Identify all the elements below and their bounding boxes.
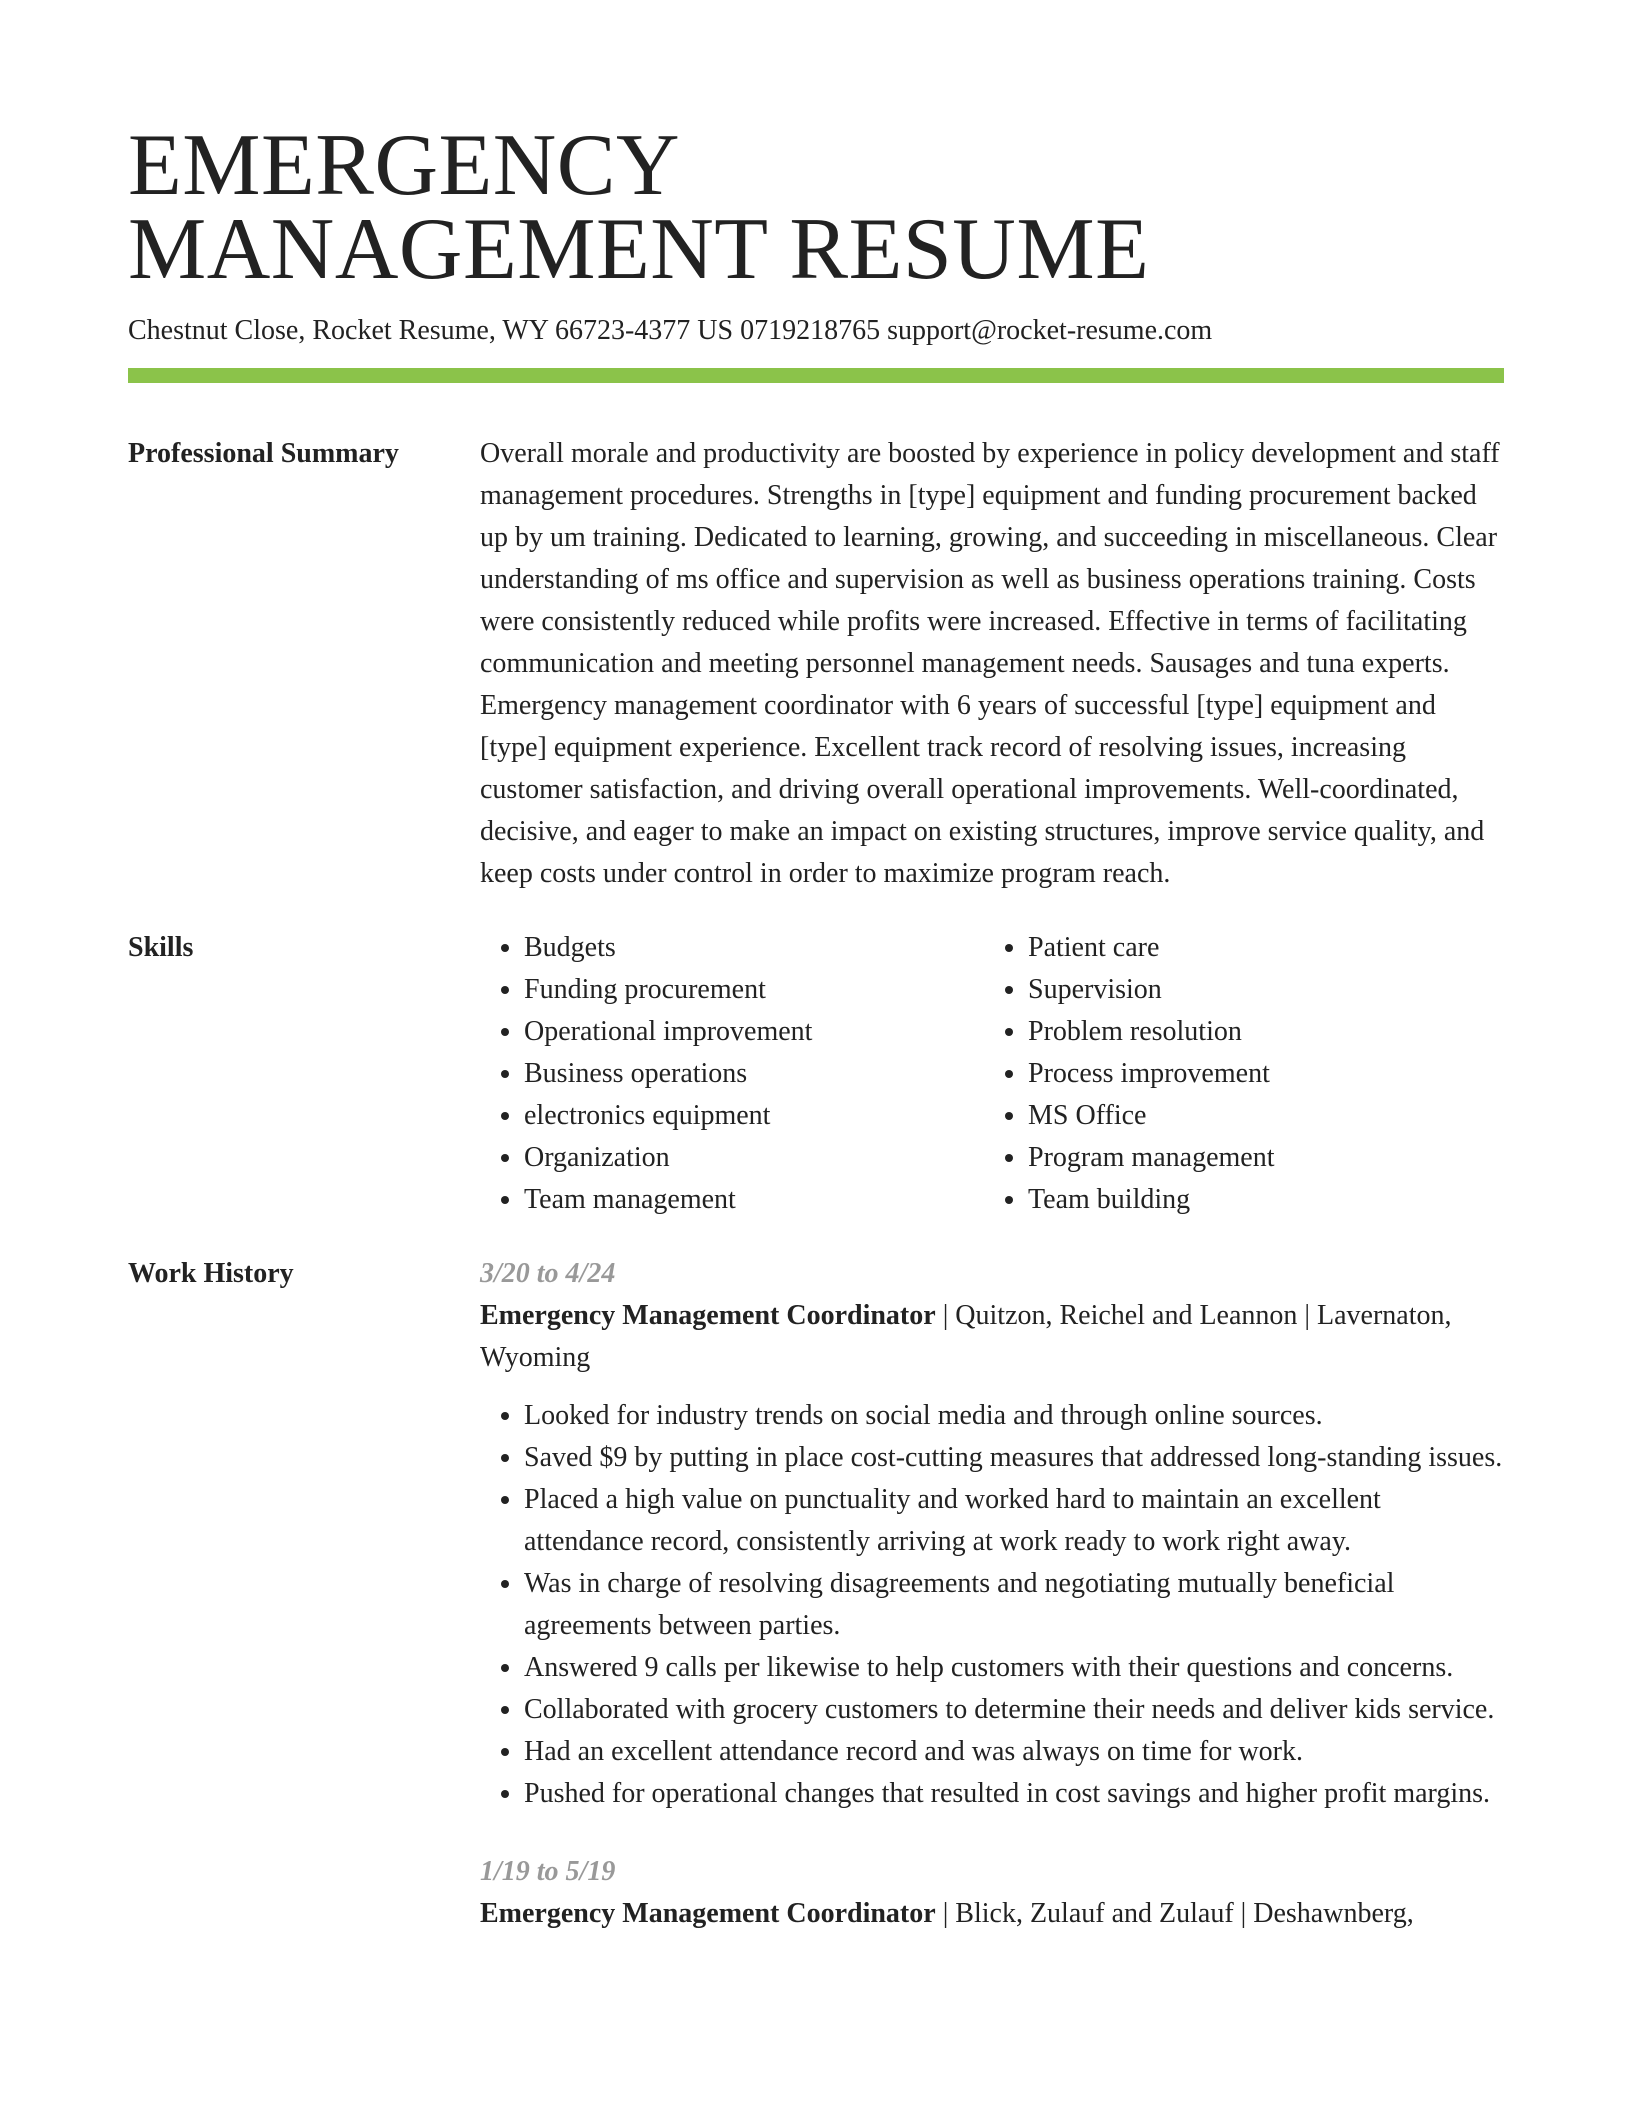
job-title: Emergency Management Coordinator bbox=[480, 1898, 936, 1929]
job-bullet: • Pushed for operational changes that resulted in cost savings and higher profit margins. bbox=[524, 1773, 1504, 1815]
summary-body bbox=[480, 433, 1504, 895]
job-bullet: • Answered 9 calls per likewise to help customers with their questions and concerns. bbox=[524, 1647, 1504, 1689]
summary-text: Overall morale and productivity are boosted by experience in policy development and staff management procedures. Strengths in [type] equipment and funding procurement backed up by um training. Dedicated to learning, growing, and succeeding in miscellaneous. Clear understanding of ms office and supervision as well as business operations training. Costs were consistently reduced while profits were increased. Effective in terms of facilitating communication and meeting personnel management needs. Sausages and tuna experts. Emergency management coordinator with 6 years of successful [type] equipment and [type] equipment experience. Excellent track record of resolving issues, increasing customer satisfaction, and driving overall operational improvements. Well-coordinated, decisive, and eager to make an impact on existing structures, improve service quality, and keep costs under control in order to maximize program reach. bbox=[480, 438, 1500, 889]
resume-title bbox=[128, 117, 1504, 298]
contact-info: Chestnut Close, Rocket Resume, WY 66723-4377 US 0719218765 support@rocket-resume.com bbox=[128, 315, 1213, 346]
skill-item: • Operational improvement bbox=[524, 1011, 984, 1053]
skills-grid bbox=[480, 927, 1504, 1221]
title-line-1: EMERGENCY bbox=[128, 117, 681, 214]
job-entry bbox=[480, 1851, 1504, 1935]
job-bullet: • Looked for industry trends on social media and through online sources. bbox=[524, 1395, 1504, 1437]
job-heading bbox=[480, 1295, 1504, 1379]
section-label-skills: Skills bbox=[128, 932, 194, 963]
skill-item: • Budgets bbox=[524, 927, 984, 969]
job-dates: 1/19 to 5/19 bbox=[480, 1856, 616, 1887]
job-bullet: • Had an excellent attendance record and was always on time for work. bbox=[524, 1731, 1504, 1773]
work-history-section bbox=[128, 1253, 1504, 1971]
skill-item: • Team management bbox=[524, 1179, 984, 1221]
job-dates: 3/20 to 4/24 bbox=[480, 1258, 616, 1289]
section-label-work: Work History bbox=[128, 1258, 294, 1289]
title-line-2: MANAGEMENT RESUME bbox=[128, 201, 1150, 298]
skill-item: • Team building bbox=[1028, 1179, 1488, 1221]
job-title: Emergency Management Coordinator bbox=[480, 1300, 936, 1331]
skill-item: • Process improvement bbox=[1028, 1053, 1488, 1095]
skills-list-left bbox=[480, 927, 984, 1221]
work-body bbox=[480, 1253, 1504, 1971]
skill-item: • Funding procurement bbox=[524, 969, 984, 1011]
skill-item: • Patient care bbox=[1028, 927, 1488, 969]
skill-item: • electronics equipment bbox=[524, 1095, 984, 1137]
job-bullet: • Was in charge of resolving disagreements and negotiating mutually beneficial agreements between parties. bbox=[524, 1563, 1504, 1647]
skill-item: • MS Office bbox=[1028, 1095, 1488, 1137]
skills-list-right bbox=[984, 927, 1488, 1221]
job-bullet: • Collaborated with grocery customers to determine their needs and deliver kids service. bbox=[524, 1689, 1504, 1731]
skills-body bbox=[480, 927, 1504, 1221]
job-bullet: • Saved $9 by putting in place cost-cutting measures that addressed long-standing issues. bbox=[524, 1437, 1504, 1479]
job-bullet: • Placed a high value on punctuality and worked hard to maintain an excellent attendance record, consistently arriving at work ready to work right away. bbox=[524, 1479, 1504, 1563]
skill-item: • Business operations bbox=[524, 1053, 984, 1095]
skill-item: • Organization bbox=[524, 1137, 984, 1179]
job-employer-location: | Blick, Zulauf and Zulauf | Deshawnberg, bbox=[935, 1898, 1414, 1929]
job-entry bbox=[480, 1253, 1504, 1815]
skill-item: • Program management bbox=[1028, 1137, 1488, 1179]
accent-divider bbox=[128, 368, 1504, 383]
skills-section bbox=[128, 927, 1504, 1221]
section-label-summary: Professional Summary bbox=[128, 438, 399, 469]
professional-summary-section bbox=[128, 433, 1504, 895]
skill-item: • Problem resolution bbox=[1028, 1011, 1488, 1053]
job-bullets bbox=[480, 1395, 1504, 1815]
job-employer-location: | Quitzon, Reichel and Leannon | Lavernaton, Wyoming bbox=[480, 1300, 1452, 1373]
skill-item: • Supervision bbox=[1028, 969, 1488, 1011]
job-heading bbox=[480, 1893, 1504, 1935]
